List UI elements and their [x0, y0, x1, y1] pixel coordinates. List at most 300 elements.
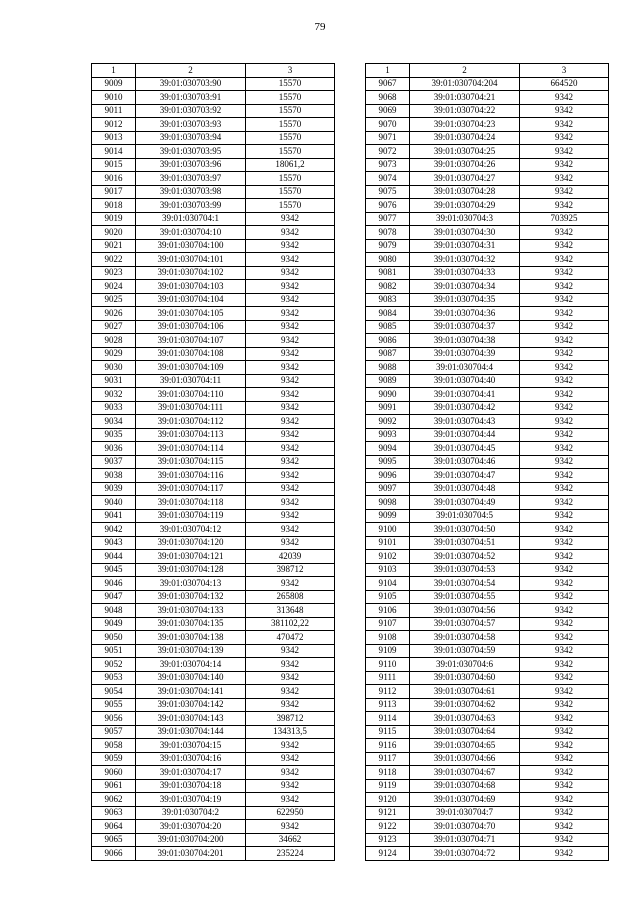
value-cell: 15570 [246, 199, 335, 213]
value-cell: 9342 [246, 739, 335, 753]
cadastral-number-cell: 39:01:030704:139 [136, 644, 246, 658]
row-number-cell: 9046 [92, 577, 136, 591]
value-cell: 9342 [246, 469, 335, 483]
table-row [92, 644, 335, 658]
value-cell: 42039 [246, 550, 335, 564]
cadastral-number-cell: 39:01:030704:4 [410, 361, 520, 375]
row-number-cell: 9014 [92, 145, 136, 159]
table-row [366, 347, 609, 361]
row-number-cell: 9113 [366, 698, 410, 712]
row-number-cell: 9048 [92, 604, 136, 618]
row-number-cell: 9086 [366, 334, 410, 348]
value-cell: 9342 [246, 307, 335, 321]
cadastral-number-cell: 39:01:030704:102 [136, 266, 246, 280]
table-row [92, 455, 335, 469]
value-cell: 9342 [520, 415, 609, 429]
table-row [92, 604, 335, 618]
table-row [92, 536, 335, 550]
row-number-cell: 9110 [366, 658, 410, 672]
value-cell: 9342 [246, 253, 335, 267]
table-row [366, 523, 609, 537]
cadastral-number-cell: 39:01:030704:17 [136, 766, 246, 780]
table-row [92, 158, 335, 172]
row-number-cell: 9077 [366, 212, 410, 226]
table-row [92, 523, 335, 537]
value-cell: 9342 [520, 428, 609, 442]
table-row [92, 739, 335, 753]
table-row [92, 671, 335, 685]
row-number-cell: 9099 [366, 509, 410, 523]
value-cell: 9342 [520, 847, 609, 861]
cadastral-number-cell: 39:01:030704:13 [136, 577, 246, 591]
table-row [366, 469, 609, 483]
value-cell: 9342 [246, 523, 335, 537]
value-cell: 9342 [246, 455, 335, 469]
table-row [92, 496, 335, 510]
cadastral-number-cell: 39:01:030704:67 [410, 766, 520, 780]
table-row [92, 806, 335, 820]
value-cell: 9342 [520, 199, 609, 213]
cadastral-number-cell: 39:01:030704:144 [136, 725, 246, 739]
table-row [92, 266, 335, 280]
value-cell: 9342 [520, 631, 609, 645]
value-cell: 9342 [520, 685, 609, 699]
cadastral-number-cell: 39:01:030703:94 [136, 131, 246, 145]
table-row [366, 442, 609, 456]
table-row [92, 280, 335, 294]
cadastral-number-cell: 39:01:030704:132 [136, 590, 246, 604]
row-number-cell: 9044 [92, 550, 136, 564]
value-cell: 9342 [520, 172, 609, 186]
value-cell: 9342 [520, 577, 609, 591]
table-row [366, 131, 609, 145]
cadastral-number-cell: 39:01:030704:61 [410, 685, 520, 699]
value-cell: 9342 [520, 293, 609, 307]
table-row [366, 779, 609, 793]
table-row [366, 361, 609, 375]
value-cell: 9342 [520, 455, 609, 469]
table-row [366, 212, 609, 226]
row-number-cell: 9012 [92, 118, 136, 132]
row-number-cell: 9015 [92, 158, 136, 172]
cadastral-number-cell: 39:01:030704:111 [136, 401, 246, 415]
row-number-cell: 9045 [92, 563, 136, 577]
table-row [366, 185, 609, 199]
table-row [366, 550, 609, 564]
cadastral-number-cell: 39:01:030704:120 [136, 536, 246, 550]
row-number-cell: 9103 [366, 563, 410, 577]
cadastral-number-cell: 39:01:030704:112 [136, 415, 246, 429]
table-row [366, 145, 609, 159]
value-cell: 9342 [520, 118, 609, 132]
row-number-cell: 9043 [92, 536, 136, 550]
table-row [92, 334, 335, 348]
value-cell: 9342 [520, 226, 609, 240]
cadastral-number-cell: 39:01:030704:105 [136, 307, 246, 321]
cadastral-number-cell: 39:01:030704:55 [410, 590, 520, 604]
value-cell: 622950 [246, 806, 335, 820]
row-number-cell: 9009 [92, 77, 136, 91]
value-cell: 9342 [246, 779, 335, 793]
row-number-cell: 9047 [92, 590, 136, 604]
cadastral-number-cell: 39:01:030704:143 [136, 712, 246, 726]
table-row [92, 388, 335, 402]
table-row [92, 415, 335, 429]
value-cell: 398712 [246, 563, 335, 577]
table-row [92, 779, 335, 793]
value-cell: 9342 [246, 820, 335, 834]
cadastral-number-cell: 39:01:030704:39 [410, 347, 520, 361]
row-number-cell: 9116 [366, 739, 410, 753]
value-cell: 9342 [520, 131, 609, 145]
value-cell: 9342 [520, 401, 609, 415]
cadastral-number-cell: 39:01:030704:29 [410, 199, 520, 213]
cadastral-number-cell: 39:01:030703:98 [136, 185, 246, 199]
table-row [92, 631, 335, 645]
cadastral-number-cell: 39:01:030704:64 [410, 725, 520, 739]
cadastral-number-cell: 39:01:030704:135 [136, 617, 246, 631]
table-row [92, 212, 335, 226]
value-cell: 15570 [246, 145, 335, 159]
value-cell: 9342 [246, 320, 335, 334]
row-number-cell: 9030 [92, 361, 136, 375]
cadastral-number-cell: 39:01:030704:66 [410, 752, 520, 766]
value-cell: 9342 [246, 482, 335, 496]
table-row [92, 307, 335, 321]
table-row [92, 550, 335, 564]
value-cell: 9342 [520, 698, 609, 712]
row-number-cell: 9090 [366, 388, 410, 402]
cadastral-number-cell: 39:01:030704:100 [136, 239, 246, 253]
cadastral-number-cell: 39:01:030704:110 [136, 388, 246, 402]
table-row [366, 118, 609, 132]
row-number-cell: 9093 [366, 428, 410, 442]
value-cell: 9342 [520, 793, 609, 807]
cadastral-number-cell: 39:01:030704:56 [410, 604, 520, 618]
row-number-cell: 9096 [366, 469, 410, 483]
table-row [92, 199, 335, 213]
row-number-cell: 9089 [366, 374, 410, 388]
table-row [92, 239, 335, 253]
table-row [366, 172, 609, 186]
value-cell: 9342 [520, 644, 609, 658]
cadastral-number-cell: 39:01:030704:22 [410, 104, 520, 118]
row-number-cell: 9111 [366, 671, 410, 685]
cadastral-number-cell: 39:01:030704:33 [410, 266, 520, 280]
value-cell: 9342 [246, 388, 335, 402]
row-number-cell: 9083 [366, 293, 410, 307]
row-number-cell: 9023 [92, 266, 136, 280]
value-cell: 9342 [520, 563, 609, 577]
table-row [92, 766, 335, 780]
value-cell: 134313,5 [246, 725, 335, 739]
value-cell: 9342 [520, 347, 609, 361]
table-row [92, 347, 335, 361]
value-cell: 470472 [246, 631, 335, 645]
cadastral-number-cell: 39:01:030704:16 [136, 752, 246, 766]
table-row [92, 361, 335, 375]
value-cell: 381102,22 [246, 617, 335, 631]
cadastral-number-cell: 39:01:030704:3 [410, 212, 520, 226]
cadastral-number-cell: 39:01:030704:28 [410, 185, 520, 199]
table-row [92, 820, 335, 834]
row-number-cell: 9072 [366, 145, 410, 159]
cadastral-number-cell: 39:01:030704:30 [410, 226, 520, 240]
value-cell: 9342 [520, 388, 609, 402]
table-row [92, 374, 335, 388]
cadastral-number-cell: 39:01:030704:20 [136, 820, 246, 834]
row-number-cell: 9065 [92, 833, 136, 847]
cadastral-number-cell: 39:01:030704:52 [410, 550, 520, 564]
cadastral-number-cell: 39:01:030704:12 [136, 523, 246, 537]
cadastral-number-cell: 39:01:030704:113 [136, 428, 246, 442]
row-number-cell: 9122 [366, 820, 410, 834]
table-row [366, 833, 609, 847]
table-row [366, 536, 609, 550]
table-row [366, 239, 609, 253]
table-row [366, 698, 609, 712]
table-row [92, 172, 335, 186]
row-number-cell: 9067 [366, 77, 410, 91]
row-number-cell: 9041 [92, 509, 136, 523]
value-cell: 9342 [520, 752, 609, 766]
cadastral-number-cell: 39:01:030704:24 [410, 131, 520, 145]
cadastral-number-cell: 39:01:030704:101 [136, 253, 246, 267]
table-row [92, 482, 335, 496]
value-cell: 9342 [246, 496, 335, 510]
column-header: 1 [92, 64, 136, 78]
table-row [366, 631, 609, 645]
cadastral-number-cell: 39:01:030704:31 [410, 239, 520, 253]
row-number-cell: 9016 [92, 172, 136, 186]
value-cell: 9342 [520, 766, 609, 780]
cadastral-number-cell: 39:01:030704:47 [410, 469, 520, 483]
table-row [366, 752, 609, 766]
table-row [92, 442, 335, 456]
value-cell: 9342 [246, 752, 335, 766]
column-header: 2 [410, 64, 520, 78]
table-row [92, 469, 335, 483]
row-number-cell: 9098 [366, 496, 410, 510]
cadastral-number-cell: 39:01:030703:93 [136, 118, 246, 132]
table-row [366, 577, 609, 591]
table-row [92, 104, 335, 118]
cadastral-number-cell: 39:01:030704:114 [136, 442, 246, 456]
cadastral-number-cell: 39:01:030704:19 [136, 793, 246, 807]
value-cell: 265808 [246, 590, 335, 604]
cadastral-number-cell: 39:01:030704:103 [136, 280, 246, 294]
cadastral-number-cell: 39:01:030704:26 [410, 158, 520, 172]
table-row [366, 226, 609, 240]
cadastral-number-cell: 39:01:030704:6 [410, 658, 520, 672]
value-cell: 9342 [520, 617, 609, 631]
table-row [92, 725, 335, 739]
value-cell: 9342 [246, 428, 335, 442]
row-number-cell: 9071 [366, 131, 410, 145]
row-number-cell: 9075 [366, 185, 410, 199]
table-row [92, 91, 335, 105]
row-number-cell: 9118 [366, 766, 410, 780]
table-row [92, 293, 335, 307]
table-row [366, 509, 609, 523]
cadastral-number-cell: 39:01:030704:44 [410, 428, 520, 442]
cadastral-number-cell: 39:01:030704:119 [136, 509, 246, 523]
row-number-cell: 9069 [366, 104, 410, 118]
column-header: 1 [366, 64, 410, 78]
value-cell: 9342 [520, 104, 609, 118]
row-number-cell: 9059 [92, 752, 136, 766]
value-cell: 9342 [520, 590, 609, 604]
cadastral-number-cell: 39:01:030703:97 [136, 172, 246, 186]
row-number-cell: 9061 [92, 779, 136, 793]
cadastral-number-cell: 39:01:030704:49 [410, 496, 520, 510]
row-number-cell: 9037 [92, 455, 136, 469]
table-row [92, 577, 335, 591]
table-row [92, 752, 335, 766]
cadastral-number-cell: 39:01:030704:48 [410, 482, 520, 496]
value-cell: 9342 [520, 536, 609, 550]
value-cell: 9342 [520, 239, 609, 253]
row-number-cell: 9060 [92, 766, 136, 780]
cadastral-number-cell: 39:01:030704:200 [136, 833, 246, 847]
value-cell: 9342 [246, 509, 335, 523]
table-row [366, 671, 609, 685]
row-number-cell: 9054 [92, 685, 136, 699]
cadastral-number-cell: 39:01:030703:99 [136, 199, 246, 213]
cadastral-number-cell: 39:01:030704:141 [136, 685, 246, 699]
row-number-cell: 9123 [366, 833, 410, 847]
row-number-cell: 9036 [92, 442, 136, 456]
row-number-cell: 9055 [92, 698, 136, 712]
cadastral-number-cell: 39:01:030704:60 [410, 671, 520, 685]
row-number-cell: 9025 [92, 293, 136, 307]
table-row [366, 266, 609, 280]
cadastral-number-cell: 39:01:030704:10 [136, 226, 246, 240]
value-cell: 9342 [520, 658, 609, 672]
cadastral-number-cell: 39:01:030704:142 [136, 698, 246, 712]
table-row [366, 104, 609, 118]
row-number-cell: 9080 [366, 253, 410, 267]
row-number-cell: 9100 [366, 523, 410, 537]
value-cell: 9342 [246, 671, 335, 685]
table-row [366, 77, 609, 91]
cadastral-number-cell: 39:01:030704:1 [136, 212, 246, 226]
value-cell: 9342 [246, 239, 335, 253]
cadastral-number-cell: 39:01:030704:70 [410, 820, 520, 834]
value-cell: 313648 [246, 604, 335, 618]
cadastral-number-cell: 39:01:030704:46 [410, 455, 520, 469]
cadastral-number-cell: 39:01:030704:118 [136, 496, 246, 510]
value-cell: 9342 [246, 577, 335, 591]
value-cell: 9342 [520, 671, 609, 685]
cadastral-number-cell: 39:01:030704:21 [410, 91, 520, 105]
row-number-cell: 9124 [366, 847, 410, 861]
row-number-cell: 9091 [366, 401, 410, 415]
cadastral-number-cell: 39:01:030704:41 [410, 388, 520, 402]
row-number-cell: 9017 [92, 185, 136, 199]
row-number-cell: 9102 [366, 550, 410, 564]
row-number-cell: 9018 [92, 199, 136, 213]
row-number-cell: 9070 [366, 118, 410, 132]
table-row [366, 644, 609, 658]
cadastral-number-cell: 39:01:030704:53 [410, 563, 520, 577]
registry-table-left [91, 63, 335, 861]
cadastral-number-cell: 39:01:030704:138 [136, 631, 246, 645]
cadastral-number-cell: 39:01:030704:7 [410, 806, 520, 820]
table-row [92, 698, 335, 712]
row-number-cell: 9013 [92, 131, 136, 145]
cadastral-number-cell: 39:01:030704:18 [136, 779, 246, 793]
table-row [92, 590, 335, 604]
value-cell: 9342 [246, 698, 335, 712]
table-row [92, 847, 335, 861]
table-row [366, 388, 609, 402]
cadastral-number-cell: 39:01:030704:40 [410, 374, 520, 388]
cadastral-number-cell: 39:01:030704:38 [410, 334, 520, 348]
row-number-cell: 9114 [366, 712, 410, 726]
table-row [366, 307, 609, 321]
cadastral-number-cell: 39:01:030704:115 [136, 455, 246, 469]
cadastral-number-cell: 39:01:030704:42 [410, 401, 520, 415]
table-row [92, 509, 335, 523]
table-row [366, 199, 609, 213]
table-row [92, 77, 335, 91]
row-number-cell: 9117 [366, 752, 410, 766]
cadastral-number-cell: 39:01:030704:140 [136, 671, 246, 685]
value-cell: 15570 [246, 77, 335, 91]
column-header: 3 [520, 64, 609, 78]
value-cell: 9342 [246, 442, 335, 456]
cadastral-number-cell: 39:01:030704:201 [136, 847, 246, 861]
value-cell: 34662 [246, 833, 335, 847]
value-cell: 9342 [246, 361, 335, 375]
cadastral-number-cell: 39:01:030703:92 [136, 104, 246, 118]
row-number-cell: 9026 [92, 307, 136, 321]
table-row [366, 658, 609, 672]
table-row [92, 401, 335, 415]
cadastral-number-cell: 39:01:030704:65 [410, 739, 520, 753]
table-row [92, 712, 335, 726]
value-cell: 9342 [246, 658, 335, 672]
row-number-cell: 9039 [92, 482, 136, 496]
value-cell: 9342 [246, 793, 335, 807]
value-cell: 9342 [520, 266, 609, 280]
cadastral-number-cell: 39:01:030704:14 [136, 658, 246, 672]
value-cell: 15570 [246, 118, 335, 132]
value-cell: 15570 [246, 172, 335, 186]
page-number: 79 [314, 21, 326, 33]
column-header: 2 [136, 64, 246, 78]
row-number-cell: 9057 [92, 725, 136, 739]
value-cell: 9342 [520, 604, 609, 618]
value-cell: 9342 [246, 685, 335, 699]
cadastral-number-cell: 39:01:030704:37 [410, 320, 520, 334]
value-cell: 235224 [246, 847, 335, 861]
value-cell: 9342 [246, 374, 335, 388]
row-number-cell: 9062 [92, 793, 136, 807]
row-number-cell: 9031 [92, 374, 136, 388]
row-number-cell: 9053 [92, 671, 136, 685]
cadastral-number-cell: 39:01:030704:50 [410, 523, 520, 537]
table-row [366, 847, 609, 861]
cadastral-number-cell: 39:01:030704:27 [410, 172, 520, 186]
cadastral-number-cell: 39:01:030704:133 [136, 604, 246, 618]
cadastral-number-cell: 39:01:030703:91 [136, 91, 246, 105]
row-number-cell: 9064 [92, 820, 136, 834]
table-row [366, 320, 609, 334]
value-cell: 9342 [246, 212, 335, 226]
row-number-cell: 9108 [366, 631, 410, 645]
